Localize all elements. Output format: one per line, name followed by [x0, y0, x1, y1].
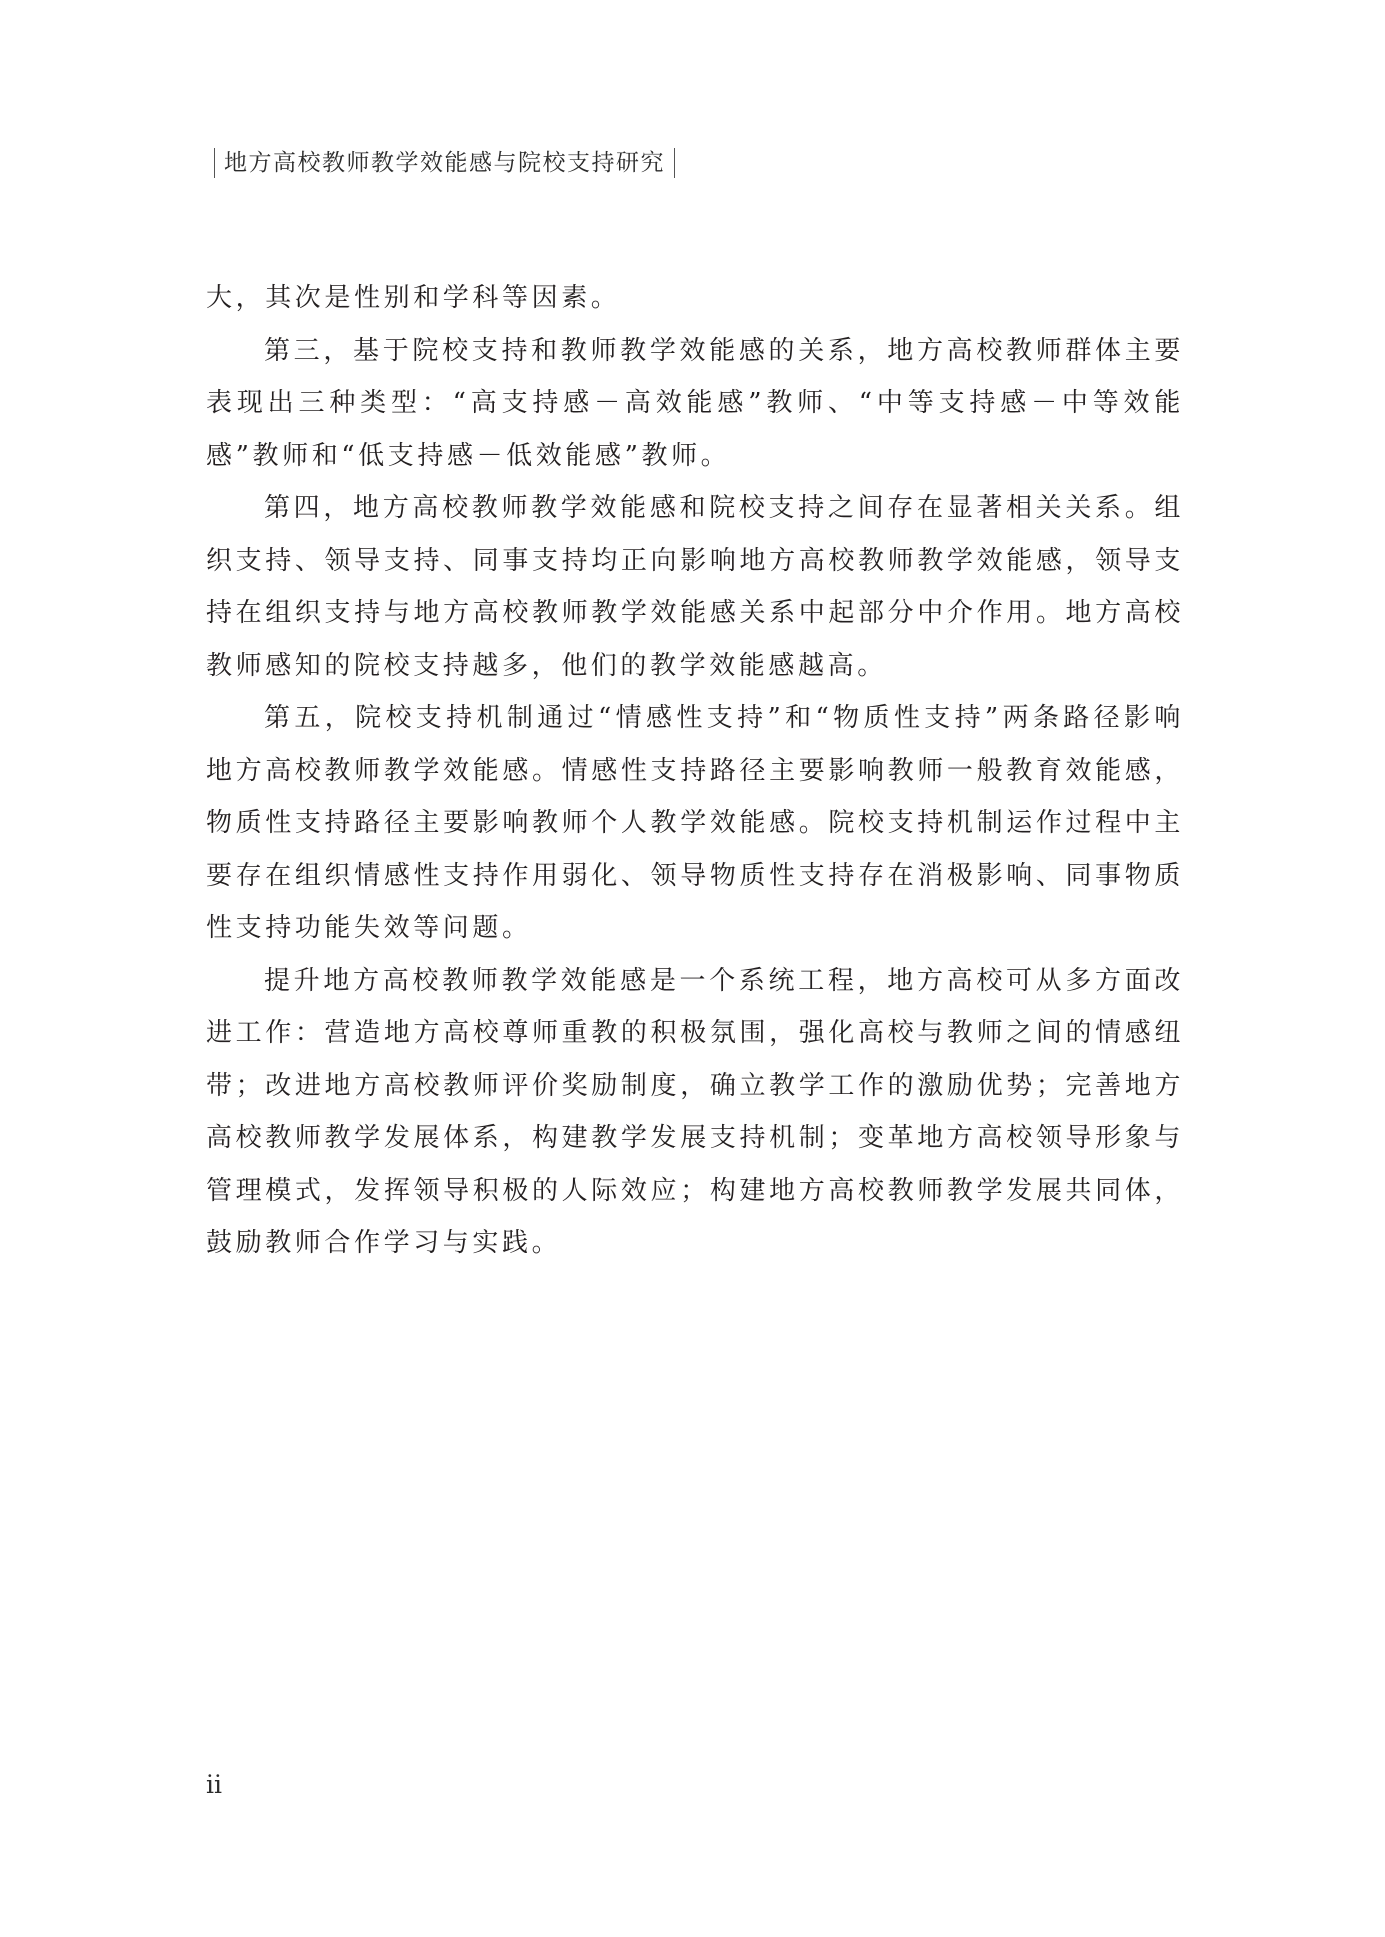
page-number: ii — [206, 1770, 222, 1799]
header-left-rule — [214, 148, 215, 178]
running-header — [205, 146, 684, 180]
paragraph-fourth-finding: 第四，地方高校教师教学效能感和院校支持之间存在显著相关关系。组织支持、领导支持、同事支持均正向影响地方高校教师教学效能感，领导支持在组织支持与地方高校教师教学效能感关系中起部分中介作用。地方高校教师感知的院校支持越多，他们的教学效能感越高。 — [206, 493, 1184, 681]
paragraph-fifth-finding: 第五，院校支持机制通过“情感性支持”和“物质性支持”两条路径影响地方高校教师教学效能感。情感性支持路径主要影响教师一般教育效能感，物质性支持路径主要影响教师个人教学效能感。院校支持机制运作过程中主要存在组织情感性支持作用弱化、领导物质性支持存在消极影响、同事物质性支持功能失效等问题。 — [206, 703, 1184, 943]
header-right-rule — [674, 148, 675, 178]
paragraph-third-finding: 第三，基于院校支持和教师教学效能感的关系，地方高校教师群体主要表现出三种类型：“高支持感－高效能感”教师、“中等支持感－中等效能感”教师和“低支持感－低效能感”教师。 — [206, 335, 1184, 471]
body-text — [206, 272, 1184, 1270]
header-book-title: 地方高校教师教学效能感与院校支持研究 — [224, 150, 665, 176]
paragraph-recommendations: 提升地方高校教师教学效能感是一个系统工程，地方高校可从多方面改进工作：营造地方高校尊师重教的积极氛围，强化高校与教师之间的情感纽带；改进地方高校教师评价奖励制度，确立教学工作的激励优势；完善地方高校教师教学发展体系，构建教学发展支持机制；变革地方高校领导形象与管理模式，发挥领导积极的人际效应；构建地方高校教师教学发展共同体，鼓励教师合作学习与实践。 — [206, 965, 1184, 1258]
paragraph-continuation: 大，其次是性别和学科等因素。 — [206, 283, 621, 313]
